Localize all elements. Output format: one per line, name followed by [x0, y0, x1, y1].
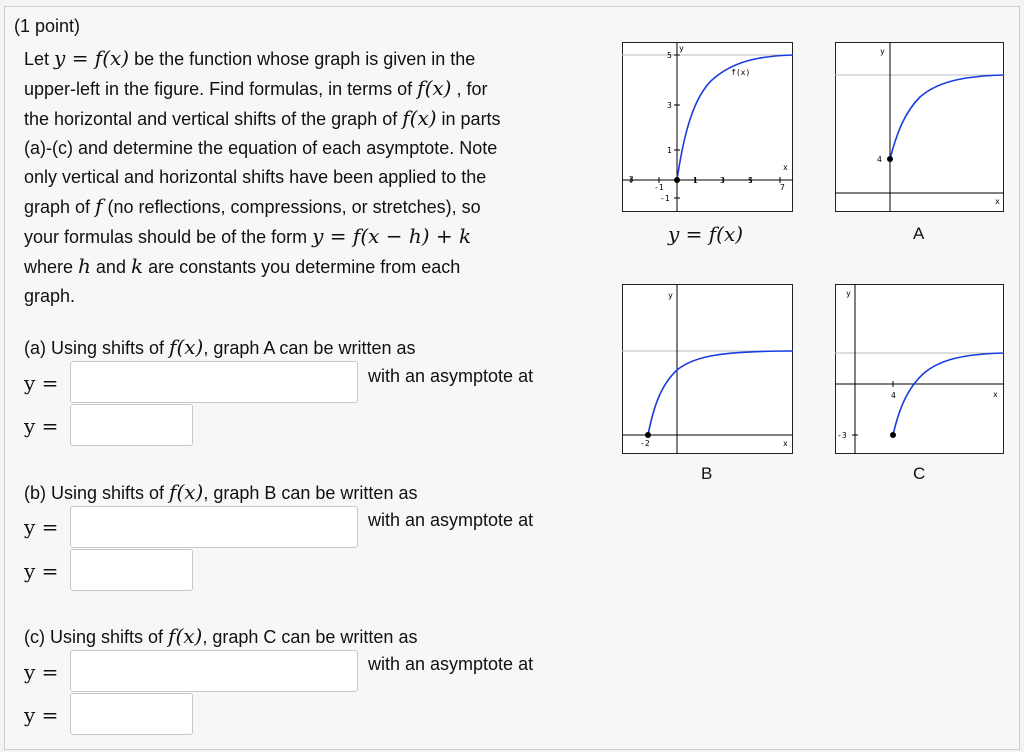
x-axis-label: x: [993, 390, 998, 399]
part-a-asymptote-label: with an asymptote at: [368, 366, 534, 386]
text: , for: [451, 79, 488, 99]
math-fx: f(x): [169, 335, 204, 359]
math-fx: f(x): [169, 480, 204, 504]
graph-border: [623, 285, 793, 454]
start-point: [674, 177, 680, 183]
y-axis-label: y: [880, 47, 885, 56]
text: graph of: [24, 197, 96, 217]
xtick-m1: -1: [654, 183, 664, 192]
text: (b) Using shifts of: [24, 483, 170, 503]
part-b-y2-label: y =: [24, 559, 59, 583]
problem-statement: [24, 44, 584, 311]
part-c-formula-input[interactable]: [70, 650, 358, 692]
x-axis-label: x: [783, 439, 788, 448]
point-value: (1 point): [14, 16, 81, 36]
graph-a: [835, 42, 1004, 212]
part-c-prompt: [24, 624, 417, 648]
point-label: -3: [837, 431, 847, 440]
part-b-formula-input[interactable]: [70, 506, 358, 548]
text: , graph A can be written as: [203, 338, 416, 358]
ytick-5: 5: [667, 51, 672, 60]
graph-b-caption: B: [701, 464, 713, 483]
xtick-1: 1: [693, 176, 698, 185]
tick-label: 4: [891, 391, 896, 400]
graph-main: [622, 42, 793, 212]
text: (a)-(c) and determine the equation of each asymptote. Note: [24, 138, 498, 158]
point-label: 4: [877, 155, 882, 164]
y-axis-label: y: [668, 291, 673, 300]
graph-a-caption: A: [913, 224, 925, 243]
point-label: -2: [640, 439, 650, 448]
text: the horizontal and vertical shifts of the graph of: [24, 109, 403, 129]
part-a-y-label: y =: [24, 371, 59, 395]
math-h: h: [78, 254, 91, 278]
math-fx: f(x): [417, 76, 452, 100]
part-a-asymptote-input[interactable]: [70, 404, 193, 446]
text: in parts: [436, 109, 501, 129]
y-axis-label: y: [846, 289, 851, 298]
text: graph.: [24, 286, 76, 306]
y-axis-label: y: [679, 44, 684, 53]
part-a-formula-input[interactable]: [70, 361, 358, 403]
text: only vertical and horizontal shifts have been applied to the: [24, 167, 487, 187]
part-b-asymptote-label: with an asymptote at: [368, 510, 534, 530]
math-k: k: [130, 254, 144, 278]
text: where: [24, 257, 79, 277]
math-y-fx: y = f(x): [54, 46, 130, 70]
ytick-3: 3: [667, 101, 672, 110]
ytick-1: 1: [667, 146, 672, 155]
ytick-m1: -1: [660, 194, 670, 203]
math-form: y = f(x − h) + k: [312, 224, 472, 248]
math-fx: f(x): [402, 106, 437, 130]
graph-border: [836, 285, 1004, 454]
graph-border: [623, 43, 793, 212]
start-point: [887, 156, 893, 162]
start-point: [645, 432, 651, 438]
text: Let: [24, 49, 55, 69]
part-b-prompt: [24, 480, 417, 504]
xtick-5: 5: [748, 176, 753, 185]
xtick-3: 3: [720, 176, 725, 185]
x-axis-label: x: [783, 163, 788, 172]
text: (c) Using shifts of: [24, 627, 169, 647]
xtick-7: 7: [780, 183, 785, 192]
text: be the function whose graph is given in the: [129, 49, 476, 69]
part-c-asymptote-label: with an asymptote at: [368, 654, 534, 674]
part-a-prompt: [24, 335, 415, 359]
x-axis-label: x: [995, 197, 1000, 206]
start-point: [890, 432, 896, 438]
text: , graph B can be written as: [203, 483, 418, 503]
part-c-y-label: y =: [24, 660, 59, 684]
math-fx: f(x): [168, 624, 203, 648]
text: , graph C can be written as: [202, 627, 418, 647]
text: upper-left in the figure. Find formulas, in terms of: [24, 79, 418, 99]
text: (a) Using shifts of: [24, 338, 170, 358]
math-f: f: [95, 194, 103, 218]
graph-b: [622, 284, 793, 454]
xtick-m3: -3: [624, 175, 634, 184]
graph-main-caption: [668, 222, 743, 246]
graph-c-caption: C: [913, 464, 926, 483]
part-a-y2-label: y =: [24, 414, 59, 438]
part-c-asymptote-input[interactable]: [70, 693, 193, 735]
graph-c: [835, 284, 1004, 454]
graph-border: [836, 43, 1004, 212]
text: are constants you determine from each: [143, 257, 461, 277]
caption-text: y = f(x): [668, 222, 744, 246]
curve-label: f(x): [731, 68, 751, 77]
part-c-y2-label: y =: [24, 703, 59, 727]
part-b-asymptote-input[interactable]: [70, 549, 193, 591]
part-b-y-label: y =: [24, 515, 59, 539]
text: your formulas should be of the form: [24, 227, 313, 247]
text: (no reflections, compressions, or stretches), so: [102, 197, 481, 217]
text: and: [90, 257, 131, 277]
